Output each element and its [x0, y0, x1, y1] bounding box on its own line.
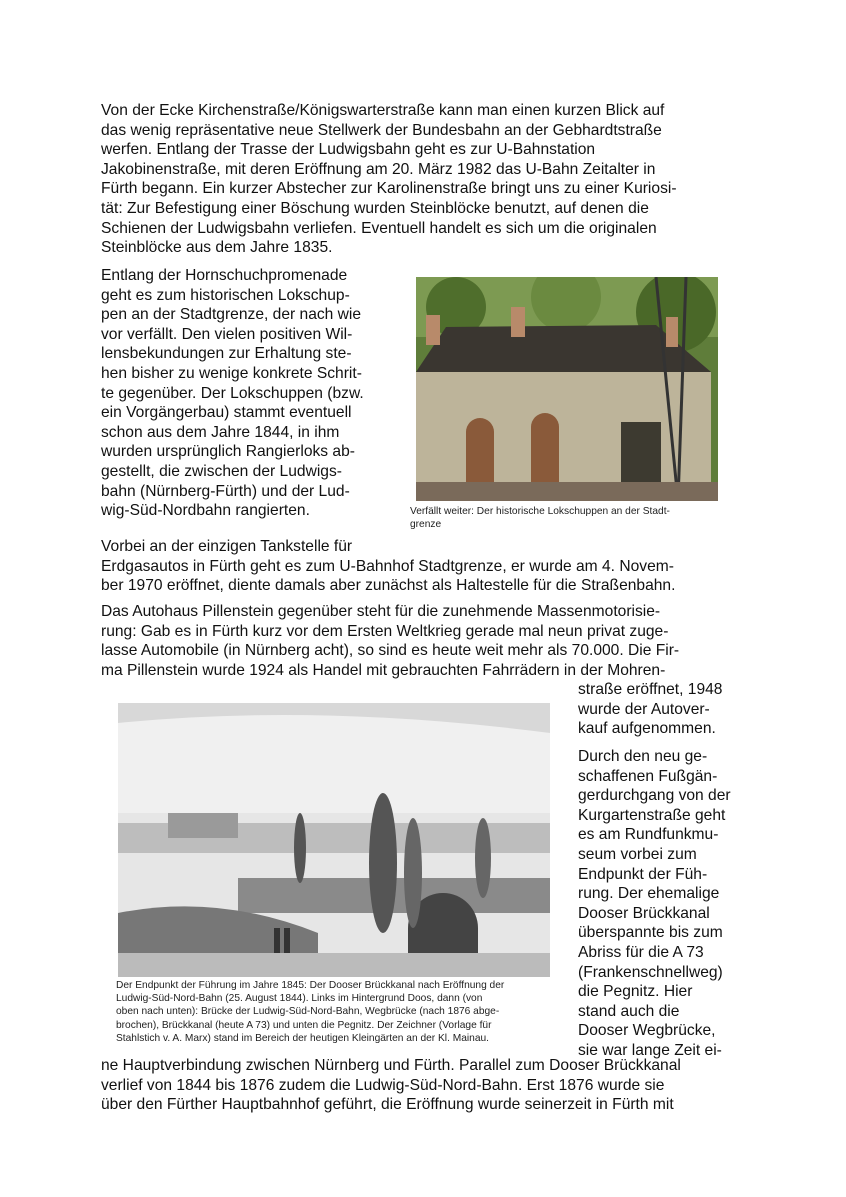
text-line: lensbekundungen zur Erhaltung ste- [101, 345, 352, 363]
text-line: über den Fürther Hauptbahnhof geführt, die Eröffnung wurde seinerzeit in Fürth mit [101, 1096, 674, 1114]
text-line: es am Rundfunkmu- [578, 826, 719, 844]
text-line: Abriss für die A 73 [578, 943, 704, 961]
text-line: sie war lange Zeit ei- [578, 1041, 722, 1059]
text-line: verlief von 1844 bis 1876 zudem die Ludwig-Süd-Nord-Bahn. Erst 1876 wurde sie [101, 1076, 665, 1094]
text-line: das wenig repräsentative neue Stellwerk der Bundesbahn an der Gebhardtstraße [101, 121, 662, 139]
text-line: rung: Gab es in Fürth kurz vor dem Ersten Weltkrieg gerade mal neun privat zuge- [101, 622, 669, 640]
text-line: Der Endpunkt der Führung im Jahre 1845: Der Dooser Brückkanal nach Eröffnung der [116, 980, 505, 991]
text-line: wig-Süd-Nordbahn rangierten. [101, 502, 310, 520]
text-line: te gegenüber. Der Lokschuppen (bzw. [101, 384, 364, 402]
text-line: Schienen der Ludwigsbahn verliefen. Eventuell handelt es sich um die originalen [101, 219, 657, 237]
text-line: überspannte bis zum [578, 924, 723, 942]
text-line: ein Vorgängerbau) stammt eventuell [101, 404, 352, 422]
text-line: Verfällt weiter: Der historische Lokschuppen an der Stadt- [410, 506, 670, 517]
text-line: ma Pillenstein wurde 1924 als Handel mit gebrauchten Fahrrädern in der Mohren- [101, 661, 666, 679]
paragraph-lokschuppen [101, 266, 364, 521]
text-line: Durch den neu ge- [578, 748, 708, 765]
paragraph-hauptverbindung [101, 1056, 681, 1115]
text-line: seum vorbei zum [578, 845, 697, 863]
text-line: vor verfällt. Den vielen positiven Wil- [101, 325, 353, 343]
text-line: pen an der Stadtgrenze, der nach wie [101, 306, 362, 324]
text-line: stand auch die [578, 1002, 680, 1020]
text-line: schon aus dem Jahre 1844, in ihm [101, 423, 340, 441]
text-line: Stahlstich v. A. Marx) stand im Bereich der heutigen Kleingärten an der Kl. Mainau. [116, 1032, 489, 1044]
text-line: oben nach unten): Brücke der Ludwig-Süd-Nord-Bahn, Wegbrücke (nach 1876 abge- [116, 1006, 500, 1018]
text-line: gerdurchgang von der [578, 787, 731, 805]
text-line: bahn (Nürnberg-Fürth) und der Lud- [101, 482, 350, 500]
text-line: brochen), Brückkanal (heute A 73) und unten die Pegnitz. Der Zeichner (Vorlage für [116, 1019, 492, 1031]
text-line: Von der Ecke Kirchenstraße/Königswarterstraße kann man einen kurzen Blick auf [101, 102, 665, 119]
text-line: gestellt, die zwischen der Ludwigs- [101, 462, 342, 480]
text-line: Kurgartenstraße geht [578, 806, 726, 824]
text-line: wurden ursprünglich Rangierloks ab- [101, 443, 355, 461]
paragraph-brueckkanal [578, 747, 731, 1061]
text-line: kauf aufgenommen. [578, 720, 716, 738]
text-line: werfen. Entlang der Trasse der Ludwigsbahn geht es zur U-Bahnstation [101, 141, 596, 159]
text-line: Erdgasautos in Fürth geht es zum U-Bahnhof Stadtgrenze, er wurde am 4. Novem- [101, 557, 674, 575]
text-line: Vorbei an der einzigen Tankstelle für [101, 538, 353, 555]
text-line: rung. Der ehemalige [578, 885, 720, 903]
caption-lokschuppen [410, 505, 670, 531]
text-line: geht es zum historischen Lokschup- [101, 286, 350, 304]
text-line: Entlang der Hornschuchpromenade [101, 267, 348, 284]
photo-lokschuppen [416, 277, 718, 501]
text-line: Fürth begann. Ein kurzer Abstecher zur Karolinenstraße bringt uns zu einer Kuriosi- [101, 180, 677, 198]
text-line: ne Hauptverbindung zwischen Nürnberg und Fürth. Parallel zum Dooser Brückkanal [101, 1057, 681, 1074]
paragraph-autohaus [101, 602, 679, 680]
text-line: Das Autohaus Pillenstein gegenüber steht für die zunehmende Massenmotorisie- [101, 603, 661, 620]
text-line: (Frankenschnellweg) [578, 963, 723, 981]
text-line: grenze [410, 519, 442, 531]
engraving-dooser-brueckkanal [118, 703, 550, 977]
text-line: schaffenen Fußgän- [578, 767, 718, 785]
text-line: lasse Automobile (in Nürnberg acht), so sind es heute weit mehr als 70.000. Die Fir- [101, 642, 680, 660]
text-line: die Pegnitz. Hier [578, 983, 693, 1001]
text-line: Dooser Wegbrücke, [578, 1022, 716, 1040]
text-line: Ludwig-Süd-Nord-Bahn (25. August 1844). Links im Hintergrund Doos, dann (von [116, 993, 483, 1005]
text-line: Steinblöcke aus dem Jahre 1835. [101, 239, 333, 257]
paragraph-intro [101, 101, 677, 258]
text-line: straße eröffnet, 1948 [578, 681, 723, 698]
text-line: Endpunkt der Füh- [578, 865, 708, 883]
caption-engraving [116, 979, 504, 1045]
text-line: hen bisher zu wenige konkrete Schrit- [101, 364, 362, 382]
paragraph-tankstelle [101, 537, 675, 596]
text-line: Jakobinenstraße, mit deren Eröffnung am 20. März 1982 das U-Bahn Zeitalter in [101, 160, 656, 178]
text-line: wurde der Autover- [578, 700, 710, 718]
text-line: Dooser Brückkanal [578, 904, 710, 922]
text-line: tät: Zur Befestigung einer Böschung wurden Steinblöcke benutzt, auf denen die [101, 199, 649, 217]
paragraph-autohaus-continued [578, 680, 722, 739]
text-line: ber 1970 eröffnet, diente damals aber zunächst als Haltestelle für die Straßenbahn. [101, 577, 676, 595]
